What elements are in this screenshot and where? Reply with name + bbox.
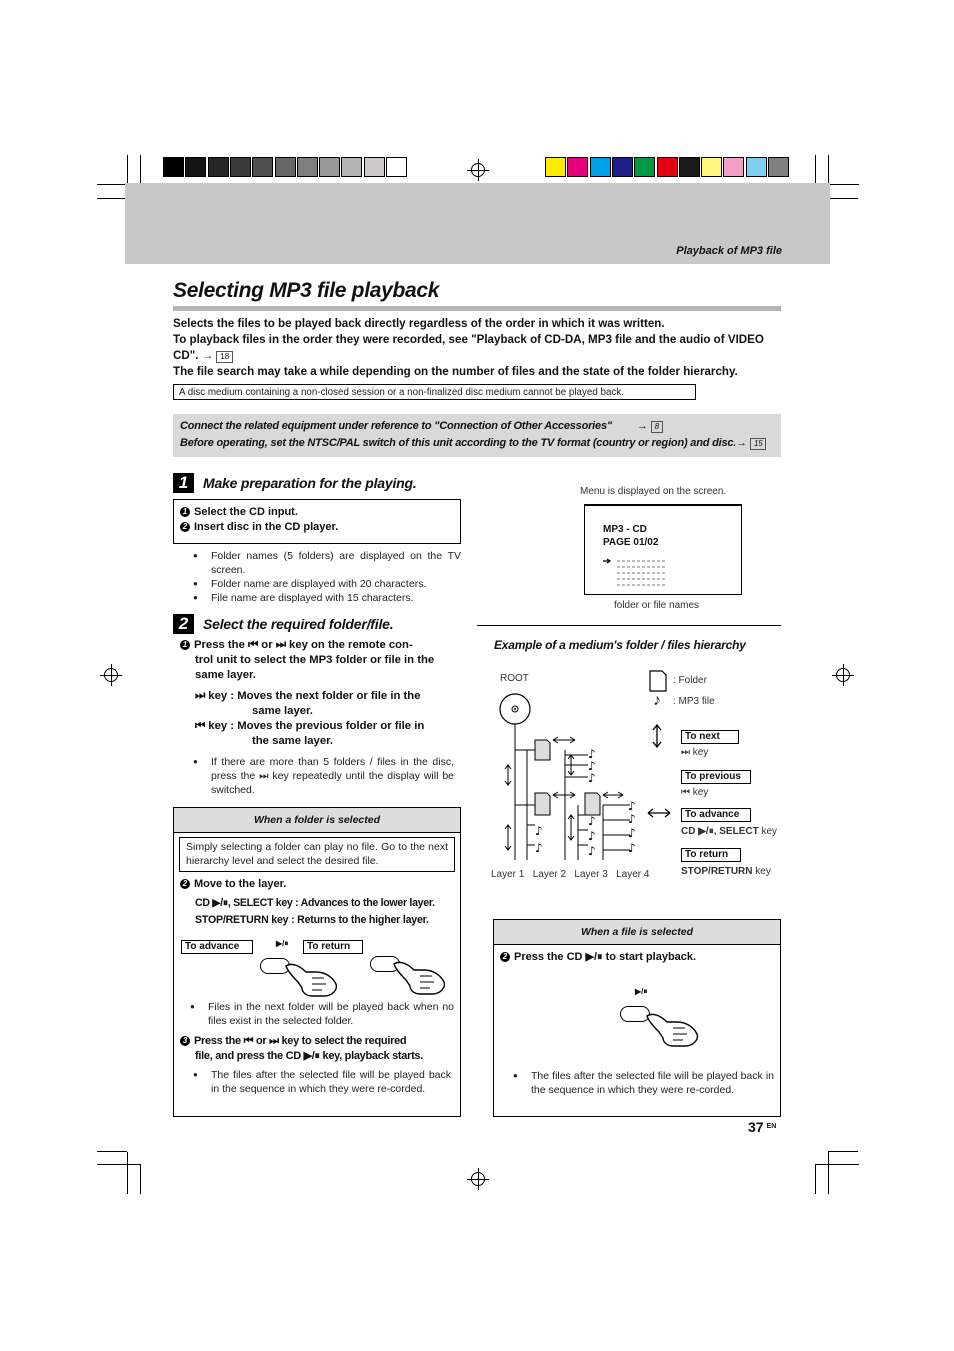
legend-file: : MP3 file: [673, 696, 715, 707]
page-number: 37 $^{EN}$: [748, 1119, 777, 1135]
to-return-label-2: To return: [681, 848, 741, 862]
list-item: ● Files in the next folder will be played back when no files exist in the selected folder.: [190, 1000, 454, 1028]
file-selected-heading: When a file is selected: [494, 920, 780, 945]
to-next-label: To next: [681, 730, 739, 744]
gray-swatch: [364, 157, 385, 177]
gray-swatch: [208, 157, 229, 177]
crop-mark: [828, 1151, 858, 1152]
folder-note: Simply selecting a folder can play no file. Go to the next hierarchy level and select the desired file.: [179, 837, 455, 872]
notice-line-2: Before operating, set the NTSC/PAL switch of this unit according to the TV format (country or region) and disc.→ 15: [180, 435, 774, 452]
color-swatch: [545, 157, 566, 177]
svg-text:♪: ♪: [588, 759, 596, 773]
to-return-label: To return: [303, 940, 363, 954]
intro-line-3: The file search may take a while depending on the number of files and the state of the folder hierarchy.: [173, 365, 738, 378]
color-swatch: [567, 157, 588, 177]
registration-mark-icon: [471, 1172, 485, 1186]
color-swatch: [746, 157, 767, 177]
color-swatch: [768, 157, 789, 177]
svg-text:♪: ♪: [588, 814, 596, 828]
step-1-number: 1: [173, 473, 194, 493]
to-next-key: ⏭ key: [681, 747, 709, 758]
to-advance-label-2: To advance: [681, 808, 751, 822]
folder-bullet-2: [193, 1068, 451, 1096]
running-head: Playback of MP3 file: [676, 245, 782, 257]
screen-caption-bottom: folder or file names: [614, 600, 700, 611]
svg-text:♪: ♪: [588, 771, 596, 785]
gray-swatch: [297, 157, 318, 177]
list-item: ● File name are displayed with 15 characters.: [193, 591, 461, 605]
svg-text:♪: ♪: [628, 826, 636, 840]
screen-list-placeholder: [603, 556, 673, 586]
step-1-bullets: [193, 549, 461, 605]
gray-swatch: [185, 157, 206, 177]
gray-swatch: [163, 157, 184, 177]
registration-mark-icon: [836, 668, 850, 682]
crop-mark: [815, 155, 816, 185]
crop-mark: [140, 1164, 141, 1194]
color-swatch: [723, 157, 744, 177]
list-item: ● Folder names (5 folders) are displayed on the TV screen.: [193, 549, 461, 577]
crop-mark: [828, 1152, 829, 1194]
crop-mark: [140, 155, 141, 185]
list-item: ● The files after the selected file will be played back in the sequence in which they were re-corded.: [193, 1068, 451, 1096]
svg-text:♪: ♪: [628, 812, 636, 826]
crop-mark: [97, 1164, 141, 1165]
disc-note: A disc medium containing a non-closed session or a non-finalized disc medium cannot be played back.: [173, 384, 696, 400]
to-advance-key: CD ▶/⏸, SELECT key: [681, 826, 778, 837]
color-swatch: [590, 157, 611, 177]
advance-arrow-icon: [646, 806, 672, 820]
intro-line-2: To playback files in the order they were recorded, see "Playback of CD-DA, MP3 file and the audio of VIDEO CD". → 18: [173, 333, 764, 362]
updown-arrow-icon: [650, 723, 664, 749]
step-2-bullets: [193, 755, 454, 797]
screen-caption-top: Menu is displayed on the screen.: [580, 486, 727, 497]
step-1-title: Make preparation for the playing.: [203, 475, 417, 491]
to-previous-key: ⏮ key: [681, 787, 709, 798]
divider: [477, 625, 781, 626]
registration-mark-icon: [471, 163, 485, 177]
crop-mark: [97, 1151, 127, 1152]
return-line: STOP/RETURN key : Returns to the higher layer.: [195, 914, 429, 926]
folder-icon: [648, 669, 668, 693]
page-ref: 18: [216, 351, 233, 363]
tv-screen: [584, 504, 742, 595]
gray-swatch: [275, 157, 296, 177]
play-pause-symbol-2: ▶/⏸: [635, 987, 648, 996]
color-swatch: [657, 157, 678, 177]
pointing-hand-icon: [643, 1010, 703, 1050]
color-swatch: [679, 157, 700, 177]
color-swatch: [612, 157, 633, 177]
gray-swatch: [252, 157, 273, 177]
list-item: ● Folder name are displayed with 20 characters.: [193, 577, 461, 591]
list-item: ● If there are more than 5 folders / files in the disc, press the ⏭ key repeatedly until the display will be switched.: [193, 755, 454, 797]
to-return-key: STOP/RETURN key: [681, 866, 771, 877]
to-advance-label: To advance: [181, 940, 253, 954]
hierarchy-diagram: [490, 665, 660, 865]
step-2-title: Select the required folder/file.: [203, 616, 394, 632]
root-label: ROOT: [500, 673, 529, 684]
move-layer: 2 Move to the layer.: [180, 877, 286, 892]
gray-swatch: [386, 157, 407, 177]
title-rule: [173, 306, 781, 311]
step-2-instructions: 1 Press the ⏮ or ⏭ key on the remote con- trol unit to select the MP3 folder or file in the same layer. ⏭ key : Moves the next folder or file in the same layer. ⏮ key : Moves the previous folder or file in the same layer.: [180, 638, 460, 749]
hierarchy-title: Example of a medium's folder / files hierarchy: [494, 638, 746, 652]
step-1-box: 1 Select the CD input. 2 Insert disc in the CD player.: [173, 499, 461, 544]
crop-mark: [127, 1152, 128, 1194]
legend-folder: : Folder: [673, 675, 707, 686]
gray-swatch: [230, 157, 251, 177]
file-bullet: [513, 1069, 774, 1097]
svg-text:♪: ♪: [535, 824, 543, 838]
svg-text:♪: ♪: [588, 829, 596, 843]
crop-mark: [97, 198, 127, 199]
svg-text:♪: ♪: [588, 844, 596, 858]
svg-text:♪: ♪: [588, 747, 596, 761]
pointing-hand-icon: [390, 958, 450, 998]
svg-text:♪: ♪: [628, 841, 636, 855]
crop-mark: [815, 1164, 816, 1194]
mp3-file-icon: ♪: [653, 692, 661, 709]
intro-line-1: Selects the files to be played back directly regardless of the order in which it was written.: [173, 317, 665, 330]
svg-text:♪: ♪: [628, 799, 636, 813]
notice-line-1: Connect the related equipment under reference to "Connection of Other Accessories" → 8: [180, 418, 774, 435]
preparation-notice: [173, 414, 781, 457]
step-2-number: 2: [173, 614, 194, 634]
pointing-hand-icon: [282, 960, 342, 1000]
to-previous-label: To previous: [681, 770, 751, 784]
play-pause-symbol: ▶/⏸: [276, 939, 289, 948]
folder-bullet-1: [190, 1000, 454, 1028]
color-swatch: [701, 157, 722, 177]
screen-line-1: MP3 - CD: [603, 524, 647, 535]
list-item: ● The files after the selected file will be played back in the sequence in which they were re-corded.: [513, 1069, 774, 1097]
step-3-instruction: 3 Press the ⏮ or ⏭ key to select the required file, and press the CD ▶/⏸ key, playback starts.: [180, 1034, 458, 1064]
screen-line-2: PAGE 01/02: [603, 537, 659, 548]
gray-swatch: [319, 157, 340, 177]
intro-text: [173, 316, 785, 380]
crop-mark: [815, 1164, 859, 1165]
gray-swatch: [341, 157, 362, 177]
folder-selected-heading: When a folder is selected: [174, 808, 460, 833]
page-title: Selecting MP3 file playback: [173, 279, 440, 302]
color-swatch: [634, 157, 655, 177]
registration-mark-icon: [104, 668, 118, 682]
svg-text:♪: ♪: [535, 841, 543, 855]
crop-mark: [828, 198, 858, 199]
press-play: 2 Press the CD ▶/⏸ to start playback.: [500, 950, 696, 965]
layer-labels: Layer 1 Layer 2 Layer 3 Layer 4: [491, 869, 650, 880]
advance-line: CD ▶/⏸, SELECT key : Advances to the lower layer.: [195, 897, 435, 909]
